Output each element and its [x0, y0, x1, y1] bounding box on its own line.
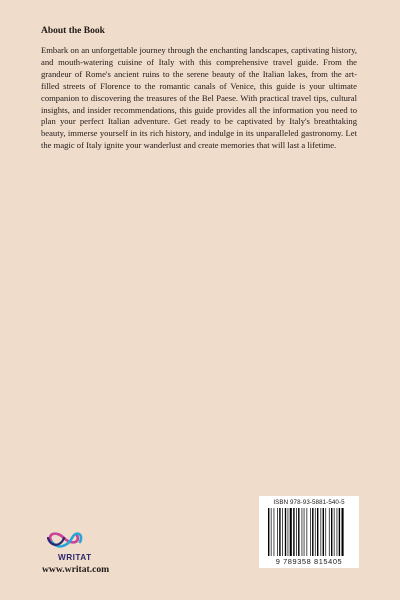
isbn-barcode-box — [259, 496, 359, 568]
isbn-label: ISBN 978-93-5881-540-5 — [273, 499, 345, 506]
infinity-loop-icon — [42, 524, 86, 554]
isbn-digits: 9 789358 815405 — [275, 557, 343, 566]
book-description: Embark on an unforgettable journey through the enchanting landscapes, captivating history, and mouth-watering cuisine of Italy with this comprehensive travel guide. From the grandeur of Rome's ancient ruins to the serene beauty of the Italian lakes, from the art-filled streets of Florence to the romantic canals of Venice, this guide is your ultimate companion to discovering the treasures of the Bel Paese. With practical travel tips, cultural insights, and insider recommendations, this guide provides all the information you need to plan your perfect Italian adventure. Get ready to be captivated by Italy's breathtaking beauty, immerse yourself in its rich history, and indulge in its unparalleled gastronomy. Let the magic of Italy ignite your wanderlust and create memories that will last a lifetime. — [41, 45, 357, 151]
publisher-name: WRITAT — [58, 553, 92, 562]
about-heading: About the Book — [41, 26, 105, 36]
publisher-website: www.writat.com — [42, 564, 110, 575]
barcode-icon — [267, 508, 351, 556]
